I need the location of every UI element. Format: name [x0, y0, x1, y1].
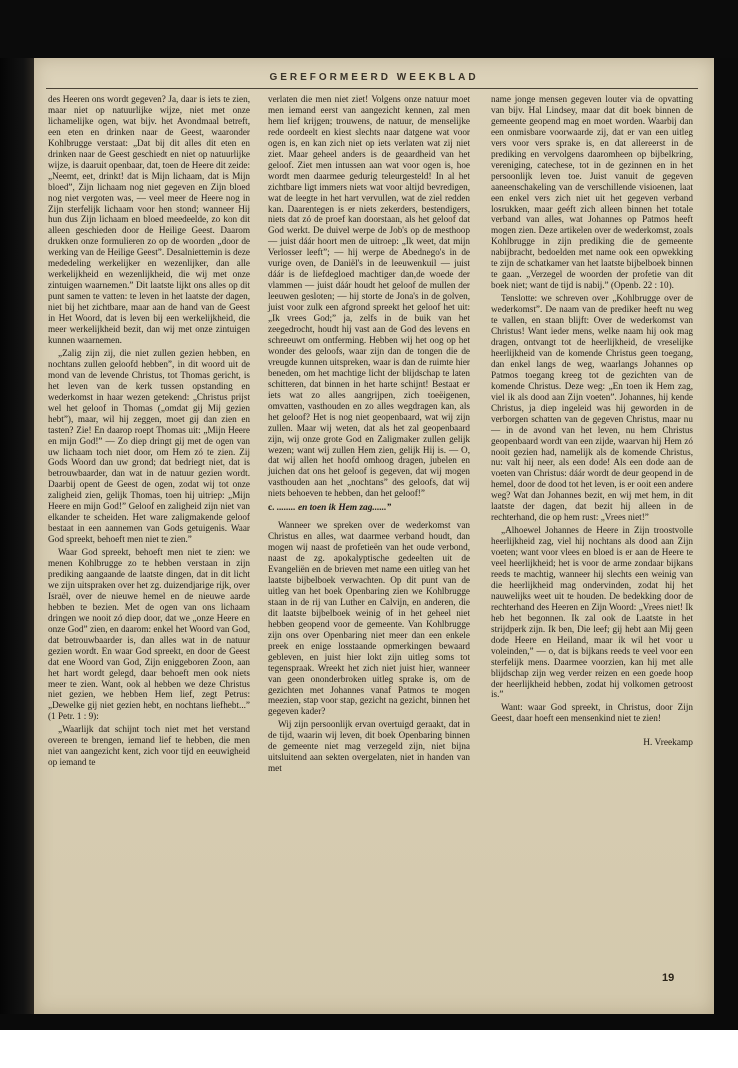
scan-border-right	[714, 58, 738, 1014]
scan-border-top	[0, 0, 738, 58]
paragraph: Wanneer we spreken over de wederkomst van Christus en alles, wat daarmee verband houdt, dan mogen wij naast de profetieën van het oude verbond, naast de zg. apokalyptische gedeelten uit de Evangeliën en de brieven met name een uitleg van het laatste bijbelboek verwachten. Op dit punt van de uitleg van het boek Openbaring zien we Kohlbrugge staan in de rij van Luther en Calvijn, en anderen, die dit laatste bijbelboek weinig of in het geheel niet hebben geopend voor de gemeente. Van Kohlbrugge zijn ons over Openbaring niet meer dan een enkele preek en enige losstaande opmerkingen bewaard gebleven, en juist hier lokt zijn uitleg soms tot tegenspraak. Wreekt het zich niet juist hier, wanneer van geen ononderbroken uitleg sprake is, om de gezichten met Johannes vanaf Patmos te mogen meezien, stap voor stap, gezicht na gezicht, binnen het gegeven kader?	[268, 520, 470, 717]
paragraph: „Waarlijk dat schijnt toch niet met het verstand overeen te brengen, iemand lief te hebben, die men niet van aangezicht kent, zich voor tijd en eeuwigheid op iemand te	[48, 724, 250, 768]
paragraph: Wij zijn persoonlijk ervan overtuigd geraakt, dat in de tijd, waarin wij leven, dit boek Openbaring binnen de gemeente niet mag verzegeld zijn, niet bijna uitsluitend aan sekten overgelaten, niet in handen van met	[268, 719, 470, 774]
paragraph: des Heeren ons wordt gegeven? Ja, daar is iets te zien, maar niet op natuurlijke wijze, niet met onze lichamelijke ogen, wat bijv. het Avondmaal betreft, een eten en drinken naar de Geest, waaronder Kohlbrugge verstaat: „Dat bij dit alles dit eten en drinken naar de Geest geschiedt en niet op natuurlijke wijze, is daaruit openbaar, dat, toen de Heere dit zeide: „Neemt, eet, drinkt! dat is Mijn lichaam, dat is Mijn bloed”, Zijn lichaam nog niet gegeven en Zijn bloed nog niet vergoten was, — veel meer de Heere nog in Zijn sterfelijk lichaam voor hen stond; wanneer Hij hun dus Zijn lichaam en bloed meedeelde, zo kon dit alleen geschieden door de Heilige Geest. Daarom drukken onze formulieren zo op de woorden „door de werking van de Heilige Geest”. Desalniettemin is deze mededeling werkelijker en wezenlijker, dan alle werkelijkheid en wezenlijkheid, die wij met onze zintuigen waarnemen.” Dit laatste lijkt ons alles op dit punt samen te vatten: te leven in het laatste der dagen, niet bij het zichtbare, maar aan de hand van de Geest in Het Woord, dat is leven bij een werkelijkheid, die meer werkelijkheid bezit, dan wij met onze zintuigen kunnen waarnemen.	[48, 94, 250, 345]
section-heading	[268, 503, 470, 514]
paragraph: name jonge mensen gegeven louter via de opvatting van bijv. Hal Lindsey, maar dat dit boek binnen de gemeente geopend mag en moet worden. Waarbij dan een onmisbare voorwaarde zij, dat er van een uitleg vers voor vers sprake is, en dat allereerst in de prediking en vervolgens daaromheen op bijbelkring, vereniging, catechese, tot in de gezinnen en in het persoonlijk leven toe. Juist vanuit de gegeven aaneenschakeling van de verschillende visioenen, laat een enkel vers zich niet uit het gegeven verband losrukken, maar geéft zich alleen binnen het totale verband van alles, wat Johannes op Patmos heeft mogen zien. Deze artikelen over de wederkomst, zoals Kohlbrugge in zijn prediking die de gemeente nabijbracht, bedoelden met name ook een opwekking te zijn de schatkamer van het laatste bijbelboek binnen te gaan. „Verzegel de woorden der profetie van dit boek niet; want de tijd is nabij.” (Openb. 22 : 10).	[491, 94, 693, 291]
paragraph: „Zalig zijn zij, die niet zullen gezien hebben, en nochtans zullen geloofd hebben”, in dit woord uit de mond van de levende Christus, tot Thomas gericht, is het leven van de kerk tussen opstanding en wederkomst in haar wezen getekend: „Christus prijst wel het geloof in Thomas („omdat gij Mij gezien hebt”), maar, wil hij zeggen, moet gij dan zien en tasten? Zie! En daarop roept Thomas uit: „Mijn Heere en mijn God!” — Zo diep dringt gij met de ogen van uw lichaam toch niet door, om Hem zó te zien. Zij Gods Woord dan uw grond; dat bedriegt niet, dat is betrouwbaarder, dan wat in de natuur gezien wordt. Daarbij opent de Geest de ogen, zodat wij tot onze zaligheid zien, gelijk Thomas, toen hij uitriep: „Mijn Heere en mijn God!” Geloof en zaligheid zijn niet van elkander te scheiden. Het ware zaligmakende geloof bestaat in een aannemen van Gods getuigenis. Waar God spreekt, behoeft men niet te zien.”	[48, 347, 250, 545]
section-heading-letter: c.	[268, 503, 275, 514]
magazine-page	[34, 58, 714, 1014]
paragraph: verlaten die men niet ziet! Volgens onze natuur moet men iemand eerst van aangezicht kennen, zal men hem lief krijgen; trouwens, de natuur, de menselijke rede oordeelt en kiest slechts naar datgene wat voor ogen is, en kan zich niet op iets verlaten wat zij niet ziet. Maar geheel anders is de geaardheid van het geloof. Ziet men intussen aan wat voor ogen is, hoe wordt men daarmee gedurig teleurgesteld! In al het zichtbare ligt immers niets wat voor altijd bevredigen, wat de leegte in het hart vervullen, wat de ziel redden kan. Daarentegen is er niets zekerders, bestendigers, niets dat zó de proef kan doorstaan, als het geloof dat God werkt. De duivel werpe de Job's op de mesthoop — juist dáár hoort men de uitroep: „Ik weet, dat mijn Verlosser leeft”; — hij werpe de Abednego's in de vurige oven, de Daniël's in de leeuwenkuil — juist dáár is de liefdegloed machtiger dan,de woede der vlammen — juist dáár houdt het geloof de mullen der leeuwen gesloten; — hij storte de Jona's in de golven, juist voor zulk een afgrond spreekt het geloof het uit: „Ik vrees God;” ja, zelfs in de buik van het zeegedrocht, houdt hij vast aan de God des levens en schreeuwt om ontferming. Hebben wij het oog op het wonder des geloofs, waar zijn dan de tongen die de vreugde kunnen uitspreken, waar is dan de ruimte hier beneden, om het machtige licht der blijdschap te laten schitteren, dat binnen in het harte schijnt! Bestaat er iets wat zo alles aangrijpen, zich toeëigenen, omvatten, vasthouden en zo alles wegdragen kan, als het geloof? Het is nog niet geopenbaard, wat wij zijn zullen. Maar wij weten, dat als het zal geopenbaard zijn, wij onze grote God en Zaligmaker zullen gelijk wezen; want wij zullen Hem zien, gelijk Hij is. — O, dat wij allen het hoofd omhoog dragen, jubelen en juichen dat ons het geloof is gegeven, dat wij mogen vasthouden aan het „nochtans” des geloofs, dat wij niets behoeven te hebben, dan het geloof!”	[268, 94, 470, 499]
section-heading-text: ........ en toen ik Hem zag......”	[274, 503, 392, 514]
paragraph: Want: waar God spreekt, in Christus, door Zijn Geest, daar hoeft een mensenkind niet te zien!	[491, 702, 693, 724]
page-number: 19	[662, 972, 675, 984]
masthead: GEREFORMEERD WEEKBLAD	[269, 72, 479, 83]
column-1	[48, 94, 250, 770]
column-2	[268, 94, 470, 776]
paragraph: „Alhoewel Johannes de Heere in Zijn troostvolle heerlijkheid zag, viel hij nochtans als dood aan Zijn voeten; want voor vlees en bloed is er aan de Heere te veel heerlijkheid; het is voor de arme zondaar bijkans reeds te machtig, wanneer hij slechts een weinig van die heerlijkheid mag ondervinden, zodat hij het nauwelijks weet uit te houden. De bedekking door de rechterhand des Heeren en Zijn Woord: „Vrees niet! Ik heb het begonnen. Ik zal ook de Laatste in het strijdperk zijn. Ik ben, Die leef; gij hebt aan Mij geen dode Heere en Heiland, maar ik wil het voor u voleinden,” — o, dat is bijkans reeds te veel voor een sterfelijk mens. Daarmee voorzien, kan hij met alle blijdschap zijn weg verder reizen en een goede hoop der heerlijkheid hebben, zodat hij volkomen getroost is.”	[491, 525, 693, 700]
header-rule	[46, 88, 698, 89]
scan-border-left	[0, 58, 34, 1014]
column-3	[491, 94, 693, 749]
paragraph: Tenslotte: we schreven over „Kohlbrugge over de wederkomst”. De naam van de prediker heeft nu weg te vallen, en staan blijft: Over de wederkomst van Christus! Want ieder mens, welke naam hij ook mag dragen, ontvangt tot de heerlijkheid, de vreselijke heerlijkheid van de komende Christus geen toegang, dan enkel langs de weg, waarlangs Johannes op Patmos toegang kreeg tot de gezichten van de komende Christus. Deze weg: „En toen ik Hem zag, viel ik als dood aan Zijn voeten”. Johannes, hij kende Christus, ja diep ingeleid was hij geworden in de verborgen schatten van de gegeven Christus, maar nu — in de avond van het leven, nu hem Christus geopenbaard wordt van een zijde, waarvan hij Hem zó nooit gezien had, namelijk als de komende Christus, nu: valt hij neer, als een dode! Als een dode aan de voeten van Christus: dáár wordt de deur geopend in de hemel, door de dood tot het leven, is er ooit een andere weg? Wat dan Johannes bezit, en wij met hem, in dit laatste der dagen, dat bezit hij alleen in de rechterhand, die op hem rust: „Vrees niet!”	[491, 293, 693, 523]
paragraph: Waar God spreekt, behoeft men niet te zien: we menen Kohlbrugge zo te hebben verstaan in zijn prediking aangaande de laatste dingen, dat in dit licht we zijn uitspraken over het zg. duizendjarige rijk, over Israël, over de nieuwe hemel en de nieuwe aarde hebben te bezien. Met de ogen van ons lichaam dringen we nooit zó diep door, dat we „onze Heere en onze God” zien, en daarom: enkel het Woord van God, dat betrouwbaarder is, dan alles wat in de natuur gezien wordt. En waar God spreekt, en door de Geest dat ene Woord van God, Zijn eniggeboren Zoon, aan het hart wordt gelegd, daar behoeft men ook niets meer te zien. Want, ook al hebben we deze Christus niet gezien, we hebben Hem lief, zegt Petrus: „Dewelke gij niet gezien hebt, en nochtans liefhebt...” (1 Petr. 1 : 9):	[48, 547, 250, 722]
author-signature: H. Vreekamp	[643, 738, 693, 749]
scan-border-bottom	[0, 1014, 738, 1030]
